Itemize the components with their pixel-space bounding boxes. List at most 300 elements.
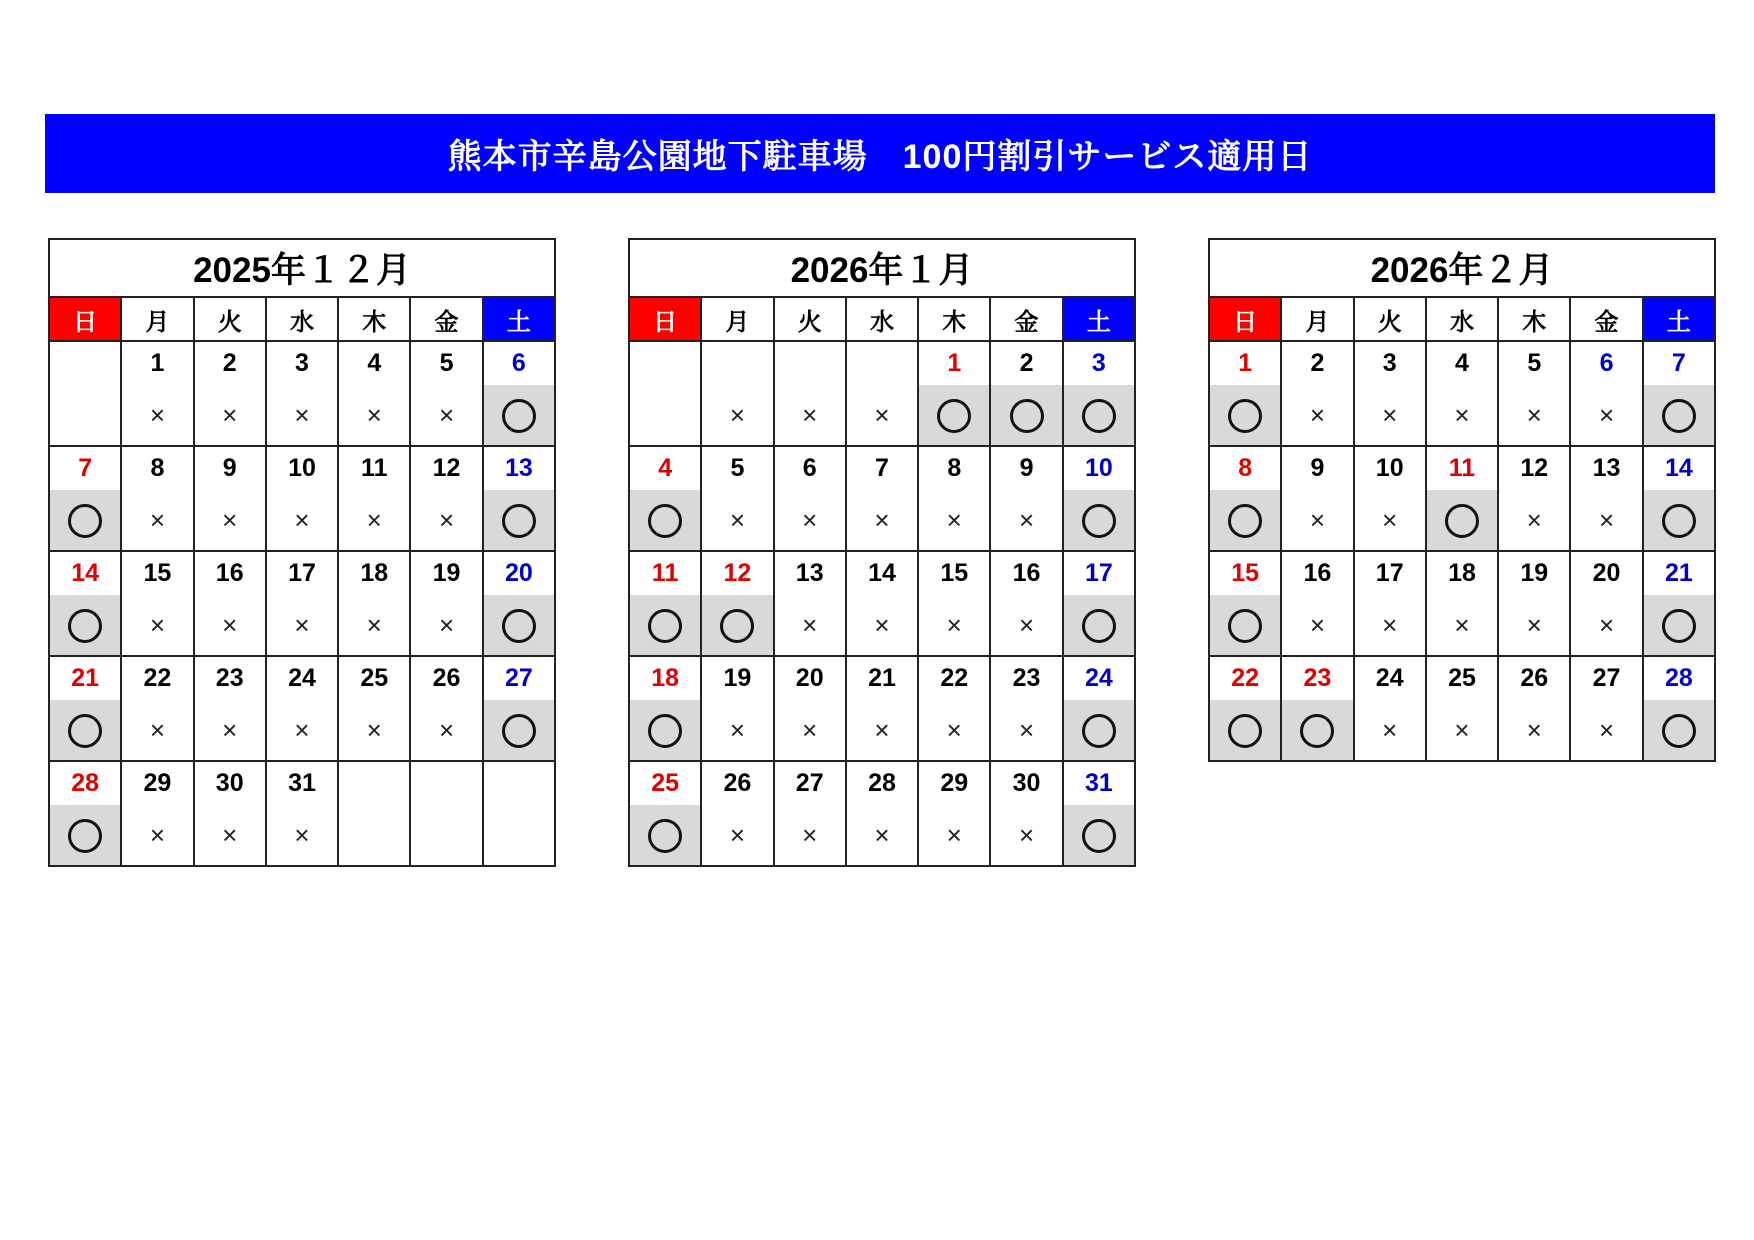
day-number: 28 <box>1643 656 1715 700</box>
day-number: 16 <box>990 551 1062 595</box>
discount-unavailable-mark <box>1570 700 1642 761</box>
discount-unavailable-mark <box>410 595 482 656</box>
cross-mark: × <box>1018 715 1035 745</box>
day-number: 26 <box>410 656 482 700</box>
discount-unavailable-mark <box>266 385 338 446</box>
cross-mark: × <box>874 505 890 535</box>
discount-unavailable-mark <box>990 490 1062 551</box>
discount-unavailable-mark <box>1426 385 1498 446</box>
day-number: 17 <box>266 551 338 595</box>
discount-unavailable-mark <box>1498 595 1570 656</box>
cross-mark: × <box>1526 610 1542 640</box>
empty-mark <box>338 805 410 866</box>
day-number: 5 <box>410 341 482 385</box>
discount-available-mark <box>1063 805 1135 866</box>
cross-mark: × <box>149 715 166 745</box>
circle-icon <box>1082 399 1116 433</box>
day-number: 5 <box>701 446 773 490</box>
day-number: 26 <box>1498 656 1570 700</box>
day-number: 16 <box>194 551 266 595</box>
day-number: 11 <box>1426 446 1498 490</box>
day-number: 4 <box>338 341 410 385</box>
day-number: 15 <box>121 551 193 595</box>
discount-unavailable-mark <box>266 595 338 656</box>
cross-mark: × <box>1526 715 1542 745</box>
circle-icon <box>648 819 682 853</box>
day-number: 30 <box>990 761 1062 805</box>
month-title: 2026年１月 <box>629 239 1135 297</box>
circle-icon <box>1082 819 1116 853</box>
day-number: 20 <box>1570 551 1642 595</box>
cross-mark: × <box>729 505 746 535</box>
day-number: 7 <box>846 446 918 490</box>
day-number: 1 <box>1209 341 1281 385</box>
circle-icon <box>68 819 102 853</box>
cross-mark: × <box>1018 610 1035 640</box>
day-number: 27 <box>774 761 846 805</box>
circle-icon <box>1228 399 1262 433</box>
discount-unavailable-mark <box>410 385 482 446</box>
cross-mark: × <box>946 820 962 850</box>
discount-unavailable-mark <box>1354 595 1426 656</box>
day-number: 19 <box>701 656 773 700</box>
discount-available-mark <box>1209 385 1281 446</box>
discount-unavailable-mark <box>1281 595 1353 656</box>
day-number: 6 <box>483 341 555 385</box>
day-number: 19 <box>410 551 482 595</box>
circle-icon <box>1082 609 1116 643</box>
cross-mark: × <box>946 610 962 640</box>
day-number: 14 <box>49 551 121 595</box>
discount-unavailable-mark <box>701 490 773 551</box>
day-number: 31 <box>1063 761 1135 805</box>
cross-mark: × <box>1598 715 1615 745</box>
calendar-2026-02 <box>1208 238 1716 762</box>
discount-unavailable-mark <box>1498 385 1570 446</box>
day-number: 5 <box>1498 341 1570 385</box>
discount-available-mark <box>629 490 701 551</box>
day-number: 28 <box>846 761 918 805</box>
weekday-header: 月 <box>121 297 193 341</box>
cross-mark: × <box>729 400 746 430</box>
discount-unavailable-mark <box>1498 490 1570 551</box>
weekday-header: 金 <box>410 297 482 341</box>
discount-unavailable-mark <box>410 700 482 761</box>
discount-unavailable-mark <box>266 700 338 761</box>
day-number: 24 <box>1354 656 1426 700</box>
day-number: 3 <box>1354 341 1426 385</box>
discount-unavailable-mark <box>1354 385 1426 446</box>
discount-unavailable-mark <box>701 700 773 761</box>
day-number: 21 <box>846 656 918 700</box>
circle-icon <box>648 609 682 643</box>
discount-unavailable-mark <box>194 385 266 446</box>
discount-unavailable-mark <box>121 385 193 446</box>
discount-unavailable-mark <box>918 595 990 656</box>
weekday-header: 木 <box>338 297 410 341</box>
day-number: 13 <box>483 446 555 490</box>
weekday-header: 水 <box>846 297 918 341</box>
cross-mark: × <box>802 715 818 745</box>
cross-mark: × <box>1526 505 1542 535</box>
month-title: 2025年１２月 <box>49 239 555 297</box>
day-number: 3 <box>266 341 338 385</box>
day-number: 25 <box>1426 656 1498 700</box>
circle-icon <box>648 504 682 538</box>
weekday-header: 土 <box>1063 297 1135 341</box>
cross-mark: × <box>1018 820 1035 850</box>
cross-mark: × <box>802 820 818 850</box>
discount-unavailable-mark <box>338 385 410 446</box>
day-number <box>483 761 555 805</box>
day-number: 18 <box>629 656 701 700</box>
page-title: 熊本市辛島公園地下駐車場 100円割引サービス適用日 <box>447 138 1313 176</box>
day-number: 2 <box>990 341 1062 385</box>
day-number: 7 <box>49 446 121 490</box>
day-number: 29 <box>121 761 193 805</box>
day-number: 10 <box>1354 446 1426 490</box>
discount-unavailable-mark <box>338 595 410 656</box>
discount-unavailable-mark <box>846 490 918 551</box>
weekday-header: 金 <box>990 297 1062 341</box>
month-title: 2026年２月 <box>1209 239 1715 297</box>
discount-unavailable-mark <box>1570 490 1642 551</box>
day-number: 1 <box>121 341 193 385</box>
weekday-header: 金 <box>1570 297 1642 341</box>
day-number: 15 <box>1209 551 1281 595</box>
discount-unavailable-mark <box>846 595 918 656</box>
circle-icon <box>1228 504 1262 538</box>
discount-available-mark <box>1426 490 1498 551</box>
weekday-header: 木 <box>1498 297 1570 341</box>
weekday-header: 月 <box>1281 297 1353 341</box>
cross-mark: × <box>1382 505 1398 535</box>
discount-available-mark <box>629 700 701 761</box>
discount-unavailable-mark <box>990 805 1062 866</box>
weekday-header: 日 <box>49 297 121 341</box>
day-number <box>629 341 701 385</box>
discount-available-mark <box>1281 700 1353 761</box>
day-number: 6 <box>1570 341 1642 385</box>
cross-mark: × <box>438 505 455 535</box>
day-number: 11 <box>629 551 701 595</box>
cross-mark: × <box>729 820 746 850</box>
day-number: 4 <box>1426 341 1498 385</box>
cross-mark: × <box>366 400 382 430</box>
weekday-header: 火 <box>1354 297 1426 341</box>
cross-mark: × <box>1018 505 1035 535</box>
discount-unavailable-mark <box>121 490 193 551</box>
discount-available-mark <box>629 595 701 656</box>
discount-unavailable-mark <box>194 700 266 761</box>
day-number: 24 <box>266 656 338 700</box>
day-number: 21 <box>49 656 121 700</box>
empty-mark <box>410 805 482 866</box>
cross-mark: × <box>366 715 382 745</box>
day-number: 8 <box>1209 446 1281 490</box>
circle-icon <box>1228 714 1262 748</box>
cross-mark: × <box>802 400 818 430</box>
cross-mark: × <box>366 610 382 640</box>
discount-unavailable-mark <box>774 805 846 866</box>
discount-unavailable-mark <box>194 595 266 656</box>
page-title-banner <box>45 114 1715 193</box>
circle-icon <box>1662 399 1696 433</box>
circle-icon <box>1082 714 1116 748</box>
cross-mark: × <box>149 610 166 640</box>
circle-icon <box>68 609 102 643</box>
discount-available-mark <box>483 595 555 656</box>
discount-unavailable-mark <box>1570 595 1642 656</box>
discount-unavailable-mark <box>121 805 193 866</box>
day-number: 3 <box>1063 341 1135 385</box>
day-number: 31 <box>266 761 338 805</box>
cross-mark: × <box>149 505 166 535</box>
discount-unavailable-mark <box>194 805 266 866</box>
day-number: 14 <box>846 551 918 595</box>
discount-unavailable-mark <box>774 595 846 656</box>
discount-unavailable-mark <box>1281 490 1353 551</box>
weekday-header: 水 <box>266 297 338 341</box>
discount-available-mark <box>1209 595 1281 656</box>
empty-mark <box>483 805 555 866</box>
day-number: 20 <box>774 656 846 700</box>
day-number: 9 <box>194 446 266 490</box>
cross-mark: × <box>438 610 455 640</box>
day-number: 4 <box>629 446 701 490</box>
day-number: 8 <box>121 446 193 490</box>
cross-mark: × <box>1382 715 1398 745</box>
cross-mark: × <box>1454 715 1470 745</box>
cross-mark: × <box>946 715 962 745</box>
discount-unavailable-mark <box>410 490 482 551</box>
weekday-header: 土 <box>1643 297 1715 341</box>
day-number: 23 <box>194 656 266 700</box>
day-number: 22 <box>918 656 990 700</box>
discount-available-mark <box>1643 700 1715 761</box>
day-number: 7 <box>1643 341 1715 385</box>
day-number <box>774 341 846 385</box>
cross-mark: × <box>1454 400 1470 430</box>
weekday-header: 月 <box>701 297 773 341</box>
empty-mark <box>629 385 701 446</box>
cross-mark: × <box>1598 400 1615 430</box>
discount-unavailable-mark <box>846 385 918 446</box>
day-number: 12 <box>410 446 482 490</box>
cross-mark: × <box>1382 400 1398 430</box>
discount-unavailable-mark <box>990 595 1062 656</box>
day-number: 19 <box>1498 551 1570 595</box>
discount-unavailable-mark <box>338 490 410 551</box>
day-number: 1 <box>918 341 990 385</box>
cross-mark: × <box>1598 610 1615 640</box>
cross-mark: × <box>1598 505 1615 535</box>
discount-available-mark <box>1643 595 1715 656</box>
day-number: 23 <box>1281 656 1353 700</box>
day-number: 8 <box>918 446 990 490</box>
discount-available-mark <box>483 700 555 761</box>
discount-available-mark <box>1209 700 1281 761</box>
discount-unavailable-mark <box>990 700 1062 761</box>
day-number: 2 <box>194 341 266 385</box>
discount-available-mark <box>1063 595 1135 656</box>
weekday-header: 木 <box>918 297 990 341</box>
day-number: 9 <box>990 446 1062 490</box>
cross-mark: × <box>874 400 890 430</box>
discount-available-mark <box>629 805 701 866</box>
discount-available-mark <box>1209 490 1281 551</box>
calendar-2025-12 <box>48 238 556 867</box>
cross-mark: × <box>294 610 310 640</box>
discount-unavailable-mark <box>194 490 266 551</box>
cross-mark: × <box>438 400 455 430</box>
cross-mark: × <box>294 820 310 850</box>
discount-available-mark <box>1063 490 1135 551</box>
discount-unavailable-mark <box>1354 700 1426 761</box>
day-number: 21 <box>1643 551 1715 595</box>
day-number: 29 <box>918 761 990 805</box>
cross-mark: × <box>874 820 890 850</box>
discount-available-mark <box>1643 385 1715 446</box>
day-number: 22 <box>1209 656 1281 700</box>
calendar-2026-01 <box>628 238 1136 867</box>
circle-icon <box>1662 504 1696 538</box>
day-number: 17 <box>1354 551 1426 595</box>
day-number: 27 <box>1570 656 1642 700</box>
circle-icon <box>68 714 102 748</box>
day-number <box>410 761 482 805</box>
cross-mark: × <box>149 400 166 430</box>
day-number: 10 <box>266 446 338 490</box>
discount-unavailable-mark <box>774 490 846 551</box>
cross-mark: × <box>294 400 310 430</box>
day-number: 13 <box>774 551 846 595</box>
discount-unavailable-mark <box>1426 700 1498 761</box>
cross-mark: × <box>366 505 382 535</box>
circle-icon <box>502 399 536 433</box>
discount-unavailable-mark <box>846 700 918 761</box>
circle-icon <box>1662 714 1696 748</box>
cross-mark: × <box>802 610 818 640</box>
weekday-header: 水 <box>1426 297 1498 341</box>
cross-mark: × <box>1309 400 1326 430</box>
discount-available-mark <box>49 595 121 656</box>
day-number: 22 <box>121 656 193 700</box>
weekday-header: 土 <box>483 297 555 341</box>
day-number: 25 <box>338 656 410 700</box>
day-number: 20 <box>483 551 555 595</box>
discount-unavailable-mark <box>918 805 990 866</box>
day-number: 14 <box>1643 446 1715 490</box>
day-number: 15 <box>918 551 990 595</box>
circle-icon <box>502 609 536 643</box>
circle-icon <box>1662 609 1696 643</box>
day-number: 12 <box>701 551 773 595</box>
discount-unavailable-mark <box>774 700 846 761</box>
discount-available-mark <box>49 700 121 761</box>
day-number: 30 <box>194 761 266 805</box>
weekday-header: 火 <box>194 297 266 341</box>
discount-unavailable-mark <box>266 490 338 551</box>
day-number: 9 <box>1281 446 1353 490</box>
day-number: 2 <box>1281 341 1353 385</box>
discount-available-mark <box>49 490 121 551</box>
discount-unavailable-mark <box>774 385 846 446</box>
circle-icon <box>1228 609 1262 643</box>
discount-unavailable-mark <box>1426 595 1498 656</box>
day-number: 17 <box>1063 551 1135 595</box>
day-number: 6 <box>774 446 846 490</box>
day-number: 10 <box>1063 446 1135 490</box>
circle-icon <box>502 504 536 538</box>
cross-mark: × <box>222 715 238 745</box>
discount-available-mark <box>1643 490 1715 551</box>
cross-mark: × <box>149 820 166 850</box>
cross-mark: × <box>1309 505 1326 535</box>
weekday-header: 火 <box>774 297 846 341</box>
discount-unavailable-mark <box>846 805 918 866</box>
cross-mark: × <box>729 715 746 745</box>
discount-available-mark <box>1063 700 1135 761</box>
circle-icon <box>1010 399 1044 433</box>
cross-mark: × <box>438 715 455 745</box>
cross-mark: × <box>222 400 238 430</box>
discount-unavailable-mark <box>701 805 773 866</box>
cross-mark: × <box>1526 400 1542 430</box>
discount-unavailable-mark <box>266 805 338 866</box>
discount-available-mark <box>483 490 555 551</box>
circle-icon <box>1082 504 1116 538</box>
cross-mark: × <box>946 505 962 535</box>
cross-mark: × <box>222 820 238 850</box>
discount-unavailable-mark <box>918 490 990 551</box>
discount-unavailable-mark <box>1281 385 1353 446</box>
cross-mark: × <box>874 610 890 640</box>
discount-unavailable-mark <box>918 700 990 761</box>
cross-mark: × <box>802 505 818 535</box>
day-number: 13 <box>1570 446 1642 490</box>
discount-available-mark <box>483 385 555 446</box>
discount-unavailable-mark <box>1570 385 1642 446</box>
circle-icon <box>1300 714 1334 748</box>
day-number <box>338 761 410 805</box>
circle-icon <box>1445 504 1479 538</box>
day-number <box>49 341 121 385</box>
cross-mark: × <box>874 715 890 745</box>
circle-icon <box>937 399 971 433</box>
cross-mark: × <box>294 715 310 745</box>
day-number: 18 <box>1426 551 1498 595</box>
cross-mark: × <box>1454 610 1470 640</box>
cross-mark: × <box>222 610 238 640</box>
cross-mark: × <box>1309 610 1326 640</box>
discount-unavailable-mark <box>701 385 773 446</box>
discount-unavailable-mark <box>338 700 410 761</box>
circle-icon <box>720 609 754 643</box>
day-number: 23 <box>990 656 1062 700</box>
day-number <box>846 341 918 385</box>
cross-mark: × <box>222 505 238 535</box>
discount-unavailable-mark <box>121 700 193 761</box>
day-number: 18 <box>338 551 410 595</box>
discount-unavailable-mark <box>1498 700 1570 761</box>
circle-icon <box>648 714 682 748</box>
discount-available-mark <box>49 805 121 866</box>
day-number <box>701 341 773 385</box>
weekday-header: 日 <box>629 297 701 341</box>
day-number: 26 <box>701 761 773 805</box>
weekday-header: 日 <box>1209 297 1281 341</box>
